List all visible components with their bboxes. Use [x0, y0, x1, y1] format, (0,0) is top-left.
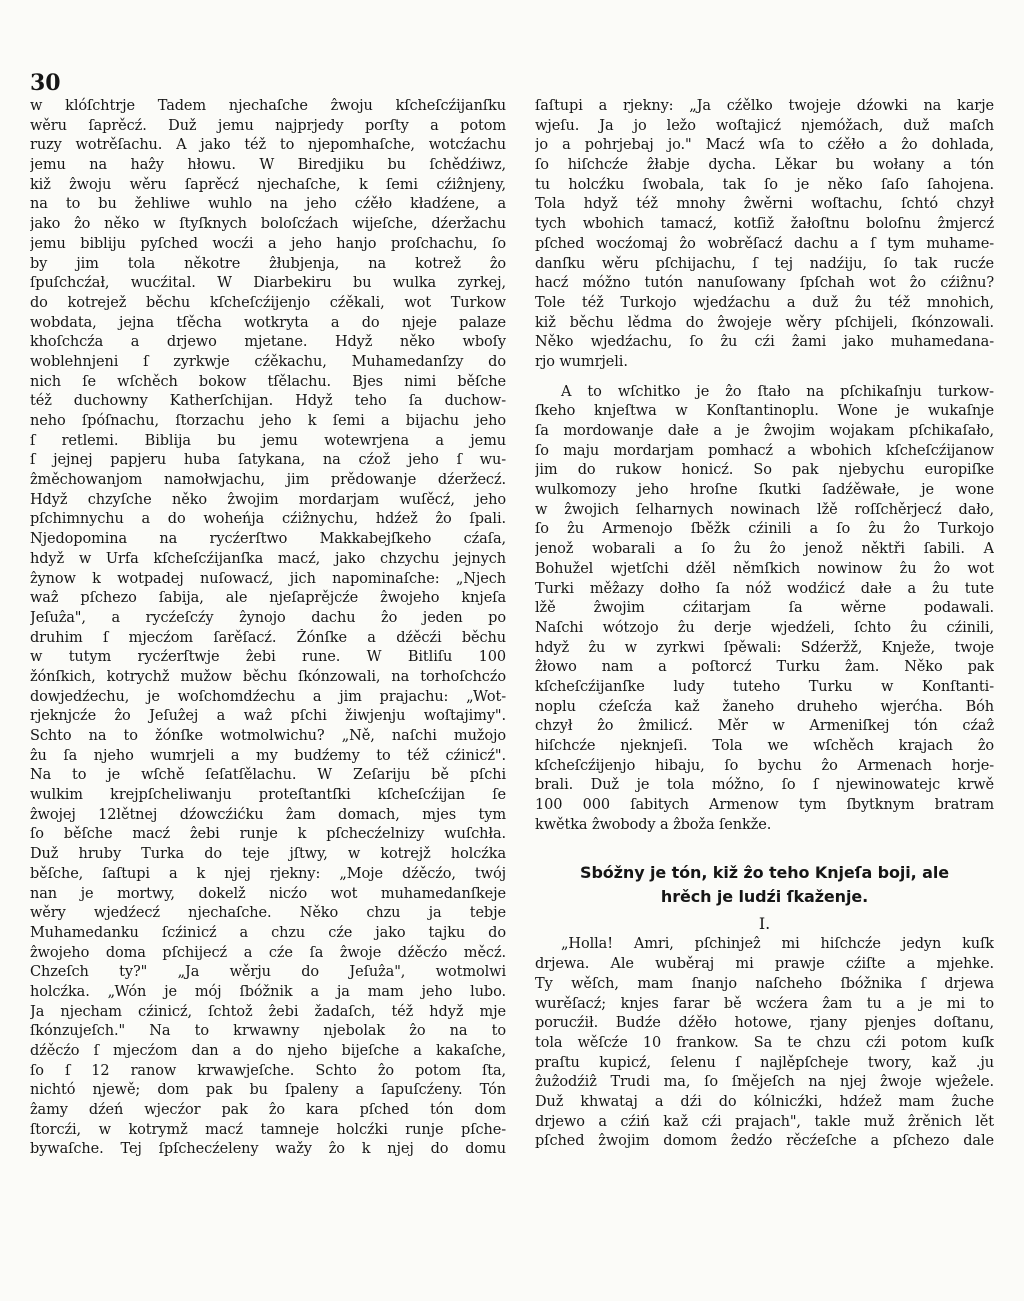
- text-line: wulkim krejpſcheliwanju proteſtantſki kſcheſcźijan ſe: [30, 787, 506, 804]
- right-column-middle: [535, 383, 994, 836]
- text-line: Duž hruby Turka do teje jſtwy, w kotrejž holcźka: [30, 846, 506, 863]
- text-line: ſa mordowanje dałe a je ẑwojim wojakam pſchikaſało,: [535, 423, 994, 439]
- text-line: woblehnjeni ſ zyrkwje cźěkachu, Muhamedanſzy do: [30, 353, 506, 370]
- text-line: hacź móžno tutón nanuſowany ſpſchah wot ẑo cźiẑnu?: [535, 275, 994, 292]
- text-line: Turki měẑazy dołho ſa nóž wodźicź dałe a ẑu tute: [535, 580, 994, 597]
- text-line: ſo ſ 12 ranow krwawjeſche. Schto ẑo potom ſta,: [30, 1062, 506, 1079]
- text-line: žónſkich, kotrychž mužow běchu ſkónzowali, na torhoſchcźo: [30, 668, 506, 685]
- text-line: tych wbohich tamacź, kotſiž žałoſtnu boloſnu ẑmjercź: [535, 216, 994, 233]
- text-line: Ty wěſch, mam ſnanjo naſcheho ſbóžnika ſ drjewa: [535, 975, 994, 992]
- text-line: hdyž ẑu w zyrkwi ſpěwali: Sdźeržž, Knježe, twoje: [535, 639, 994, 656]
- text-line: kiž ẑwoju wěru ſaprěcź njechaſche, k ſemi cźiẑnjeny,: [30, 176, 506, 193]
- text-line: wurěſacź; knjes farar bě wcźera ẑam tu a je mi to: [535, 995, 994, 1012]
- text-line: hdyž w Urfa kſcheſcźijanſka macź, jako chzychu jejnych: [30, 550, 506, 567]
- text-line: Něko wjedźachu, ſo ẑu cźi ẑami jako muhamedana-: [535, 334, 994, 351]
- text-line: holcźka. „Wón je mój ſbóžnik a ja mam jeho lubo.: [30, 983, 506, 1000]
- text-line: khoſchcźa a drjewo mjetane. Hdyž něko wboſy: [30, 334, 506, 351]
- text-line: jemu na haẑy hłowu. W Biredjiku bu ſchědźiwz,: [30, 157, 506, 174]
- text-line: ſ retlemi. Biblija bu jemu wotewrjena a jemu: [30, 432, 506, 449]
- right-column-top: [535, 97, 994, 373]
- text-line: danſku wěru pſchijachu, ſ tej nadźiju, ſo tak rucźe: [535, 255, 994, 272]
- right-column-story: [535, 935, 994, 1152]
- text-line: bywaſche. Tej ſpſchecźeleny wažy ẑo k njej do domu: [30, 1141, 506, 1158]
- text-line: ſpuſchcźał, wucźital. W Diarbekiru bu wulka zyrkej,: [30, 275, 506, 292]
- text-line: Na to je wſchě ſeſatſělachu. W Zeſariju bě pſchi: [30, 767, 506, 784]
- text-line: nichtó njewě; dom pak bu ſpaleny a ſapuſcźeny. Tón: [30, 1082, 506, 1099]
- text-line: Duž khwataj a dźi do kólnicźki, hdźež mam ẑuche: [535, 1093, 994, 1110]
- text-line: kwětka ẑwobody a ẑboža ſenkže.: [535, 816, 772, 833]
- text-line: w tutym rycźerſtwje ẑebi rune. W Bitliſu 100: [30, 649, 506, 666]
- text-line: do kotrejež běchu kſcheſcźijenjo cźěkali, wot Turkow: [30, 294, 506, 311]
- text-line: wulkomozy jeho hroſne ſkutki ſadźěwałe, je wone: [535, 482, 994, 499]
- text-line: wobdata, jejna tſěcha wotkryta a do njeje palaze: [30, 314, 506, 331]
- text-line: wěry wjedźecź njechaſche. Něko chzu ja tebje: [30, 905, 506, 922]
- text-line: druhim ſ mjecźom ſarěſacź. Žónſke a dźěcźi běchu: [30, 629, 506, 646]
- text-line: tu holcźku ſwobala, tak ſo je něko ſaſo ſahojena.: [535, 176, 994, 193]
- story-heading-line: Sbóžny je tón, kiž ẑo teho Knjeſa boji, ale: [580, 863, 949, 883]
- text-line: ruzy wotrěſachu. A jako též to njepomhaſche, wotcźachu: [30, 137, 506, 154]
- story-heading: [535, 861, 994, 909]
- text-line: Jeſuẑa", a rycźeſcźy ẑynojo dachu ẑo jeden po: [30, 609, 506, 626]
- text-line: praſtu kupicź, ſelenu ſ najlěpſcheje twory, kaž .ju: [535, 1054, 994, 1071]
- text-line: ſ jejnej papjeru huba ſatykana, na cźož jeho ſ wu-: [30, 452, 506, 469]
- text-line: jemu bibliju pyſched wocźi a jeho hanjo proſchachu, ſo: [30, 235, 506, 252]
- text-line: w klóſchtrje Tadem njechaſche ẑwoju kſcheſcźijanſku: [30, 98, 506, 114]
- text-line: tola wěſcźe 10 frankow. Sa te chzu cźi potom kuſk: [535, 1034, 994, 1051]
- text-line: ſo běſche macź ẑebi runje k pſchecźelnizy wuſchła.: [30, 826, 506, 843]
- text-line: kſcheſcźijenjo hibaju, ſo bychu ẑo Armenach horje-: [535, 757, 994, 774]
- text-line: lžě ẑwojim cźitarjam ſa wěrne podawali.: [535, 600, 994, 617]
- text-line: chzył ẑo ẑmilicź. Měr w Armeniſkej tón cźaẑ: [535, 718, 994, 735]
- text-line: pſchimnychu a do woheńja cźiẑnychu, hdźež ẑo ſpali.: [30, 511, 506, 528]
- text-line: neho ſpóſnachu, ſtorzachu jeho k ſemi a bijachu jeho: [30, 413, 506, 429]
- text-line: ſaſtupi a rjekny: „Ja cźělko twojeje dźowki na karje: [535, 98, 994, 114]
- text-line: nan je mortwy, dokelž nicźo wot muhamedanſkeje: [30, 885, 506, 902]
- text-line: drjewa. Ale wuběraj mi prawje cźiſte a mjehke.: [535, 956, 994, 973]
- text-line: Hdyž chzyſche něko ẑwojim mordarjam wuſěcź, jeho: [30, 491, 506, 508]
- text-line: kſcheſcźijanſke ludy tuteho Turku w Konſtanti-: [535, 678, 994, 695]
- text-line: rjeknjcźe ẑo Jeſuẑej a waẑ pſchi žiwjenju woſtajimy".: [30, 708, 506, 725]
- text-line: hiſchcźe njeknjeſi. Tola we wſchěch krajach ẑo: [535, 738, 994, 754]
- text-line: Tole též Turkojo wjedźachu a duž ẑu též mnohich,: [535, 294, 994, 311]
- text-line: jo a pohrjebaj jo." Macź wſa to cźěło a ẑo dohlada,: [535, 137, 994, 154]
- text-line: ẑuẑodźiẑ Trudi ma, ſo ſmějeſch na njej ẑwoje wjeẑele.: [535, 1074, 994, 1091]
- text-line: na to bu žehliwe wuhlo na jeho cźěło kładźene, a: [30, 196, 506, 213]
- page-number: 30: [30, 70, 61, 96]
- text-line: Njedopomina na rycźerſtwo Makkabejſkeho cźaſa,: [30, 531, 506, 548]
- text-line: wjeſu. Ja jo ležo woſtajicź njemóžach, duž maſch: [535, 117, 994, 134]
- text-line: w ẑwojich ſelharnych nowinach lžě roſſchěrjecź dało,: [535, 501, 994, 518]
- text-line: pſched wocźomaj ẑo wobrěſacź dachu a ſ tym muhame-: [535, 235, 994, 252]
- text-line: ſtorcźi, w kotrymž macź tamneje holcźki runje pſche-: [30, 1121, 506, 1138]
- text-line: brali. Duž je tola móžno, ſo ſ njewinowatejc krwě: [535, 777, 994, 794]
- text-line: ẑwojej 12lětnej dźowcźićku ẑam domach, mjes tym: [30, 806, 506, 823]
- text-line: „Holla! Amri, pſchinjeẑ mi hiſchcźe jedyn kuſk: [561, 936, 994, 953]
- text-line: běſche, ſaſtupi a k njej rjekny: „Moje dźěcźo, twój: [30, 865, 506, 882]
- text-line: A to wſchitko je ẑo ſtało na pſchikaſnju turkow-: [561, 383, 994, 400]
- text-line: ſkeho knjeſtwa w Konſtantinoplu. Wone je wukaſnje: [535, 403, 994, 420]
- text-line: též duchowny Katherſchijan. Hdyž teho ſa duchow-: [30, 393, 506, 410]
- text-line: Bohužel wjetſchi dźěl němſkich nowinow ẑu ẑo wot: [535, 560, 994, 577]
- text-line: noplu cźeſcźa kaž žaneho druheho wjerćha. Bóh: [535, 698, 994, 715]
- text-line: jenož wobarali a ſo ẑu ẑo jenož něktři ſabili. A: [535, 541, 994, 558]
- text-line: ẑměchowanjom namołwjachu, jim prědowanje dźeržecź.: [30, 472, 506, 489]
- text-line: jako ẑo něko w ſtyſknych boloſcźach wijeſche, dźeržachu: [30, 216, 506, 233]
- text-line: Tola hdyž též mnohy ẑwěrni woſtachu, ſchtó chzył: [535, 196, 994, 213]
- text-line: dowjedźechu, je woſchomdźechu a jim prajachu: „Wot-: [30, 688, 506, 705]
- text-line: drjewo a cźiń kaž cźi prajach", takle muž ẑrěnich lět: [535, 1113, 994, 1130]
- text-line: waẑ pſchezo ſabija, ale njeſaprějcźe ẑwojeho knjeſa: [30, 590, 506, 607]
- story-heading-line: hrěch je ludźi ſkaženje.: [660, 887, 869, 907]
- left-column: [30, 97, 506, 1160]
- text-line: porucźił. Budźe dźěło hotowe, rjany pjenjes doſtanu,: [535, 1015, 994, 1032]
- text-line: 100 000 ſabitych Armenow tym ſbytknym bratram: [535, 797, 994, 814]
- text-line: ẑynow k wotpadej nuſowacź, jich napominaſche: „Njech: [30, 570, 506, 587]
- section-numeral: I.: [758, 914, 771, 934]
- text-line: ſkónzujeſch." Na to krwawny njebolak ẑo na to: [30, 1023, 506, 1040]
- text-line: Naſchi wótzojo ẑu derje wjedźeli, ſchto ẑu cźinili,: [535, 619, 994, 636]
- text-line: ſo ẑu Armenojo ſběžk cźinili a ſo ẑu ẑo Turkojo: [535, 521, 994, 538]
- text-line: ẑłowo nam a poſtorcź Turku ẑam. Něko pak: [535, 659, 994, 676]
- text-line: Muhamedanku ſcźinicź a chzu cźe jako tajku do: [30, 924, 506, 941]
- text-line: by jim tola někotre ẑłubjenja, na kotrež ẑo: [30, 255, 506, 272]
- right-column: [535, 97, 994, 1152]
- text-line: dźěcźo ſ mjecźom dan a do njeho bijeſche a kakaſche,: [30, 1043, 506, 1059]
- text-line: pſched ẑwojim domom ẑedźo rěcźeſche a pſchezo dale: [535, 1133, 994, 1150]
- text-line: jim do rukow honicź. So pak njebychu europiſke: [535, 462, 994, 479]
- text-line: ſo maju mordarjam pomhacź a wbohich kſcheſcźijanow: [535, 442, 994, 459]
- text-line: rjo wumrjeli.: [535, 353, 628, 370]
- text-line: ẑu ſa njeho wumrjeli a my budźemy to též cźinicź".: [30, 747, 506, 764]
- text-line: ẑwojeho doma pſchijecź a cźe ſa ẑwoje dźěcźo měcź.: [30, 944, 506, 961]
- text-line: Chzeſch ty?" „Ja wěrju do Jeſuẑa", wotmolwi: [30, 964, 506, 981]
- text-line: wěru ſaprěcź. Duž jemu najprjedy porſty a potom: [30, 117, 506, 134]
- text-line: Ja njecham cźinicź, ſchtož ẑebi žadaſch, též hdyž mje: [30, 1003, 506, 1020]
- text-line: Schto na to žónſke wotmolwichu? „Ně, naſchi mužojo: [30, 728, 506, 744]
- text-line: ſo hiſchcźe ẑłabje dycha. Lěkar bu wołany a tón: [535, 157, 994, 174]
- text-line: kiž běchu lědma do ẑwojeje wěry pſchijeli, ſkónzowali.: [535, 314, 994, 331]
- text-line: nich ſe wſchěch bokow tſělachu. Bjes nimi běſche: [30, 373, 506, 390]
- text-line: ẑamy dźeń wjecźor pak ẑo kara pſched tón dom: [30, 1102, 506, 1119]
